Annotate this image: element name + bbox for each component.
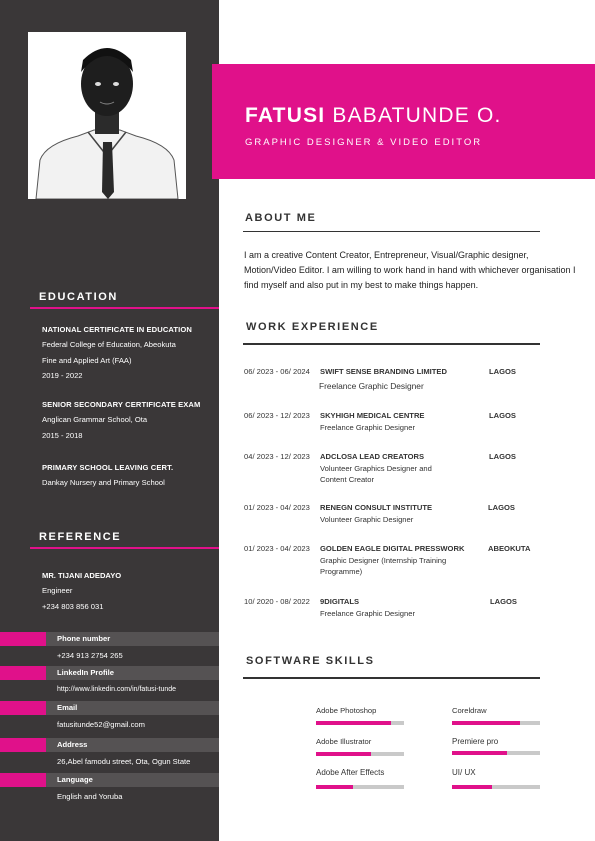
full-name bbox=[245, 104, 502, 128]
education-line: Anglican Grammar School, Ota bbox=[42, 415, 148, 424]
job-title: GRAPHIC DESIGNER & VIDEO EDITOR bbox=[245, 137, 483, 148]
education-line: Federal College of Education, Abeokuta bbox=[42, 340, 176, 349]
name-banner bbox=[212, 64, 595, 179]
skill-item bbox=[452, 737, 540, 755]
job-role: Freelance Graphic Designer bbox=[320, 423, 415, 432]
about-rule bbox=[243, 231, 540, 232]
contact-value: 26,Abel famodu street, Ota, Ogun State bbox=[57, 757, 191, 766]
job-dates: 04/ 2023 - 12/ 2023 bbox=[244, 452, 310, 461]
about-text: I am a creative Content Creator, Entrepreneur, Visual/Graphic designer, Motion/Video Editor. I am willing to work hand in hand with whichever organisation I find myself and also put in my best to make things happen. bbox=[244, 250, 576, 290]
job-role: Volunteer Graphics Designer and Content Creator bbox=[320, 464, 432, 484]
education-title: SENIOR SECONDARY CERTIFICATE EXAM bbox=[42, 400, 201, 409]
skill-track bbox=[316, 752, 404, 756]
skill-name: Premiere pro bbox=[452, 737, 499, 746]
job-company: SKYHIGH MEDICAL CENTRE bbox=[320, 411, 425, 420]
skills-rule bbox=[243, 677, 540, 679]
job-dates: 10/ 2020 - 08/ 2022 bbox=[244, 597, 310, 606]
contact-value: +234 913 2754 265 bbox=[57, 651, 123, 660]
job-dates: 01/ 2023 - 04/ 2023 bbox=[244, 544, 310, 553]
skill-item bbox=[316, 706, 404, 725]
skill-fill bbox=[316, 785, 353, 789]
reference-name: MR. TIJANI ADEDAYO bbox=[42, 571, 122, 580]
skill-track bbox=[452, 785, 540, 789]
education-line: 2015 - 2018 bbox=[42, 430, 83, 440]
linkedin-link[interactable]: http://www.linkedin.com/in/fatusi-tunde bbox=[57, 686, 177, 693]
skill-fill bbox=[316, 752, 371, 756]
job-dates: 06/ 2023 - 06/ 2024 bbox=[244, 367, 310, 376]
skill-fill bbox=[452, 721, 520, 725]
job-company: 9DIGITALS bbox=[320, 597, 360, 606]
education-title: PRIMARY SCHOOL LEAVING CERT. bbox=[42, 463, 174, 472]
skill-name: Adobe Illustrator bbox=[316, 737, 372, 746]
job-role: Graphic Designer (Internship Training Programme) bbox=[320, 556, 447, 576]
reference-rule bbox=[30, 547, 219, 549]
job-company: RENEGN CONSULT INSTITUTE bbox=[320, 503, 433, 512]
education-rule bbox=[30, 307, 219, 309]
contact-value: English and Yoruba bbox=[57, 792, 123, 801]
education-item bbox=[42, 400, 217, 443]
job-location: LAGOS bbox=[489, 367, 517, 376]
skill-item bbox=[452, 768, 540, 789]
skill-item bbox=[452, 706, 540, 725]
job-location: LAGOS bbox=[489, 411, 517, 420]
contact-label: Language bbox=[57, 775, 93, 784]
skill-item bbox=[316, 768, 404, 789]
job-dates: 06/ 2023 - 12/ 2023 bbox=[244, 411, 310, 420]
job-role: Volunteer Graphic Designer bbox=[320, 515, 414, 524]
skill-track bbox=[316, 785, 404, 789]
job-company: ADCLOSA LEAD CREATORS bbox=[320, 452, 425, 461]
profile-photo bbox=[28, 32, 186, 199]
contact-label: Email bbox=[57, 703, 78, 712]
first-name: FATUSI bbox=[245, 104, 326, 127]
reference-block bbox=[42, 571, 212, 614]
last-name: BABATUNDE O. bbox=[332, 104, 502, 127]
skill-track bbox=[316, 721, 404, 725]
contact-accent bbox=[0, 701, 46, 715]
job-role: Freelance Graphic Designer bbox=[320, 609, 415, 618]
work-rule bbox=[243, 343, 540, 345]
profile-photo-illustration bbox=[28, 32, 186, 199]
education-heading: EDUCATION bbox=[39, 291, 118, 303]
job-dates: 01/ 2023 - 04/ 2023 bbox=[244, 503, 310, 512]
education-line: 2019 - 2022 bbox=[42, 371, 83, 380]
about-heading: ABOUT ME bbox=[245, 212, 317, 224]
reference-phone: +234 803 856 031 bbox=[42, 601, 104, 611]
skills-heading: SOFTWARE SKILLS bbox=[246, 655, 375, 667]
job-location: LAGOS bbox=[490, 597, 518, 606]
job-role: Freelance Graphic Designer bbox=[319, 381, 424, 391]
reference-heading: REFERENCE bbox=[39, 531, 122, 543]
education-item bbox=[42, 463, 217, 491]
job-company: GOLDEN EAGLE DIGITAL PRESSWORK bbox=[320, 544, 465, 553]
contact-accent bbox=[0, 632, 46, 646]
skill-track bbox=[452, 721, 540, 725]
contact-label: Phone number bbox=[57, 634, 111, 643]
job-company: SWIFT SENSE BRANDING LIMITED bbox=[320, 367, 447, 376]
education-line: Dankay Nursery and Primary School bbox=[42, 478, 165, 487]
work-heading: WORK EXPERIENCE bbox=[246, 321, 379, 333]
skill-track bbox=[452, 751, 540, 755]
reference-role: Engineer bbox=[42, 586, 73, 595]
skill-name: Adobe After Effects bbox=[316, 768, 385, 777]
contact-accent bbox=[0, 666, 46, 680]
skill-name: Coreldraw bbox=[452, 706, 487, 715]
job-location: ABEOKUTA bbox=[488, 544, 531, 553]
skill-fill bbox=[452, 785, 492, 789]
contact-accent bbox=[0, 738, 46, 752]
skill-item bbox=[316, 737, 404, 756]
contact-label: Address bbox=[57, 740, 88, 749]
skill-fill bbox=[452, 751, 507, 755]
education-item bbox=[42, 325, 217, 384]
contact-label: LinkedIn Profile bbox=[57, 668, 114, 677]
skill-fill bbox=[316, 721, 391, 725]
job-location: LAGOS bbox=[488, 503, 516, 512]
skill-name: Adobe Photoshop bbox=[316, 706, 377, 715]
education-line: Fine and Applied Art (FAA) bbox=[42, 355, 132, 365]
email-link[interactable]: fatusitunde52@gmail.com bbox=[57, 720, 145, 729]
education-title: NATIONAL CERTIFICATE IN EDUCATION bbox=[42, 325, 192, 334]
skill-name: UI/ UX bbox=[452, 768, 476, 777]
job-location: LAGOS bbox=[489, 452, 517, 461]
contact-accent bbox=[0, 773, 46, 787]
